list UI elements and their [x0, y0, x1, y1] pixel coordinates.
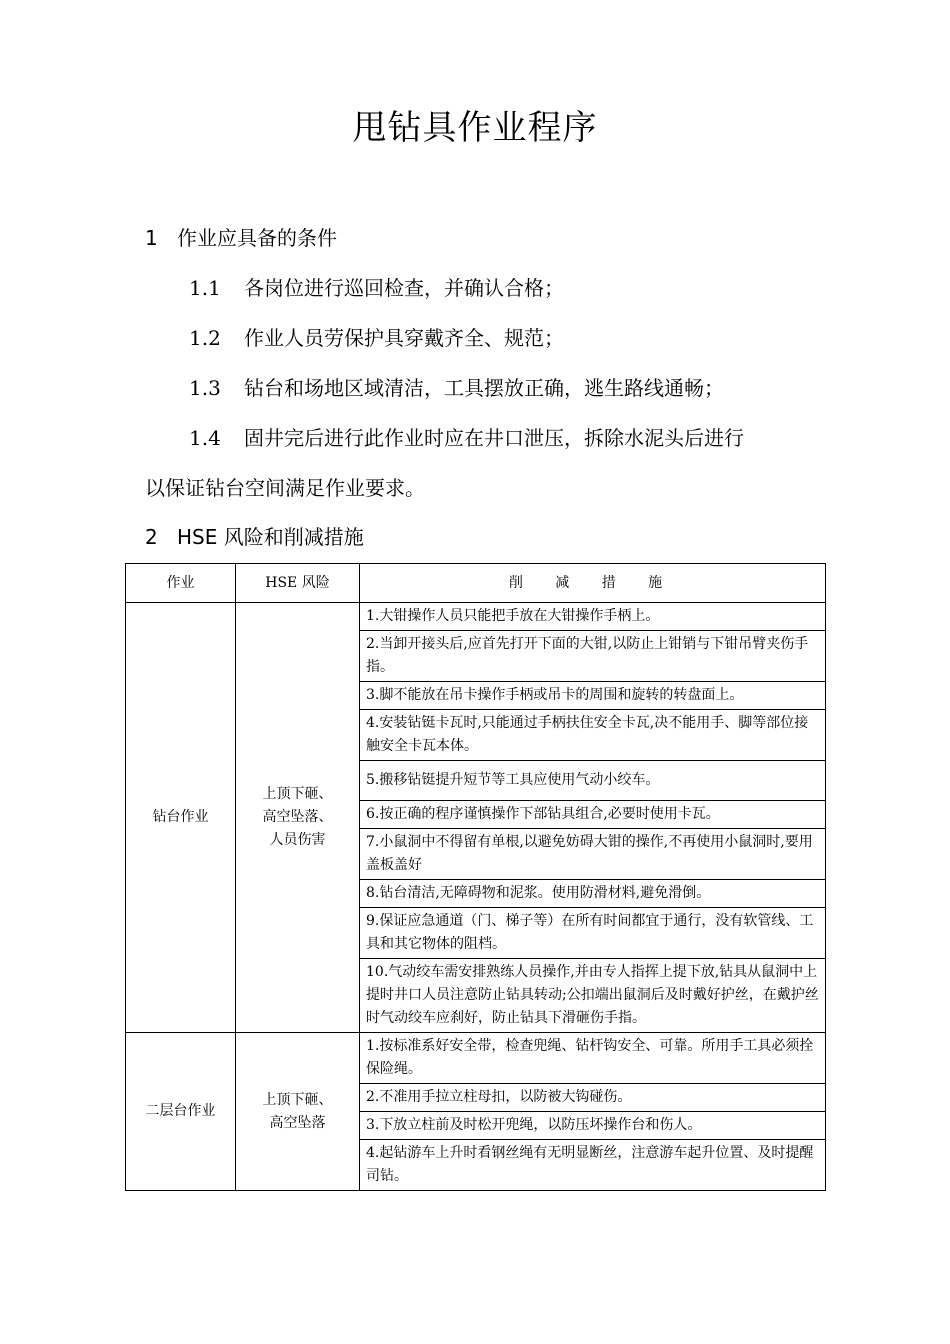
measure-cell: 7.小鼠洞中不得留有单根,以避免妨碍大钳的操作,不再使用小鼠洞时,要用盖板盖好	[360, 829, 826, 880]
section-number: 1	[145, 226, 158, 250]
operation-cell: 二层台作业	[126, 1033, 236, 1191]
operation-cell: 钻台作业	[126, 603, 236, 1033]
measure-cell: 2.不准用手拉立柱母扣，以防被大钩碰伤。	[360, 1084, 826, 1112]
risk-line: 上顶下砸、	[262, 1091, 333, 1108]
item-number: 1.1	[189, 276, 221, 300]
header-hse-risk: HSE 风险	[236, 564, 360, 603]
item-number: 1.4	[189, 426, 221, 450]
condition-item	[189, 372, 724, 401]
measure-cell: 10.气动绞车需安排熟练人员操作,并由专人指挥上提下放,钻具从鼠洞中上提时井口人员注意防止钻具转动;公扣端出鼠洞后及时戴好护丝，在戴护丝时气动绞车应刹好，防止钻具下滑砸伤手指。	[360, 959, 826, 1033]
measure-cell: 3.下放立柱前及时松开兜绳，以防压坏操作台和伤人。	[360, 1112, 826, 1140]
risk-cell	[236, 1033, 360, 1191]
measure-cell: 1.按标准系好安全带，检查兜绳、钻杆钩安全、可靠。所用手工具必须拴保险绳。	[360, 1033, 826, 1084]
table-row	[126, 1033, 826, 1084]
section-heading-text: HSE 风险和削减措施	[177, 525, 364, 549]
section-heading-text: 作业应具备的条件	[177, 226, 337, 250]
measure-cell: 2.当卸开接头后,应首先打开下面的大钳,以防止上钳销与下钳吊臂夹伤手指。	[360, 631, 826, 682]
table-row	[126, 603, 826, 631]
risk-line: 高空坠落	[269, 1114, 326, 1131]
header-measures	[360, 564, 826, 603]
item-text: 各岗位进行巡回检查，并确认合格；	[244, 276, 564, 300]
measure-cell: 3.脚不能放在吊卡操作手柄或吊卡的周围和旋转的转盘面上。	[360, 682, 826, 710]
condition-item	[189, 272, 564, 301]
risk-line: 上顶下砸、	[262, 786, 333, 802]
measure-cell: 4.起钻游车上升时看钢丝绳有无明显断丝，注意游车起升位置、及时提醒司钻。	[360, 1140, 826, 1191]
section-heading-2	[145, 521, 364, 550]
item-text: 钻台和场地区域清洁，工具摆放正确，逃生路线通畅；	[244, 376, 724, 400]
risk-line: 高空坠落、	[262, 809, 333, 825]
condition-item-continuation: 以保证钻台空间满足作业要求。	[145, 476, 425, 500]
item-text: 作业人员劳保护具穿戴齐全、规范；	[244, 326, 564, 350]
condition-item	[189, 322, 564, 351]
risk-table	[125, 563, 826, 1191]
risk-line: 人员伤害	[269, 832, 326, 848]
measure-cell: 1.大钳操作人员只能把手放在大钳操作手柄上。	[360, 603, 826, 631]
risk-cell	[236, 603, 360, 1033]
item-text: 固井完后进行此作业时应在井口泄压，拆除水泥头后进行	[244, 426, 744, 450]
header-measures-label: 削 减 措 施	[508, 574, 677, 591]
measure-cell: 9.保证应急通道（门、梯子等）在所有时间都宜于通行，没有软管线、工具和其它物体的阻档。	[360, 908, 826, 959]
table-header-row	[126, 564, 826, 603]
header-operation: 作业	[126, 564, 236, 603]
measure-cell: 4.安装钻铤卡瓦时,只能通过手柄扶住安全卡瓦,决不能用手、脚等部位接触安全卡瓦本体。	[360, 710, 826, 761]
measure-cell: 8.钻台清洁,无障碍物和泥浆。使用防滑材料,避免滑倒。	[360, 880, 826, 908]
item-number: 1.3	[189, 376, 221, 400]
item-number: 1.2	[189, 326, 221, 350]
section-heading-1	[145, 222, 337, 251]
section-number: 2	[145, 525, 158, 549]
page-title: 甩钻具作业程序	[352, 108, 598, 148]
measure-cell: 6.按正确的程序谨慎操作下部钻具组合,必要时使用卡瓦。	[360, 801, 826, 829]
measure-cell: 5.搬移钻铤提升短节等工具应使用气动小绞车。	[360, 761, 826, 801]
condition-item	[189, 422, 744, 451]
